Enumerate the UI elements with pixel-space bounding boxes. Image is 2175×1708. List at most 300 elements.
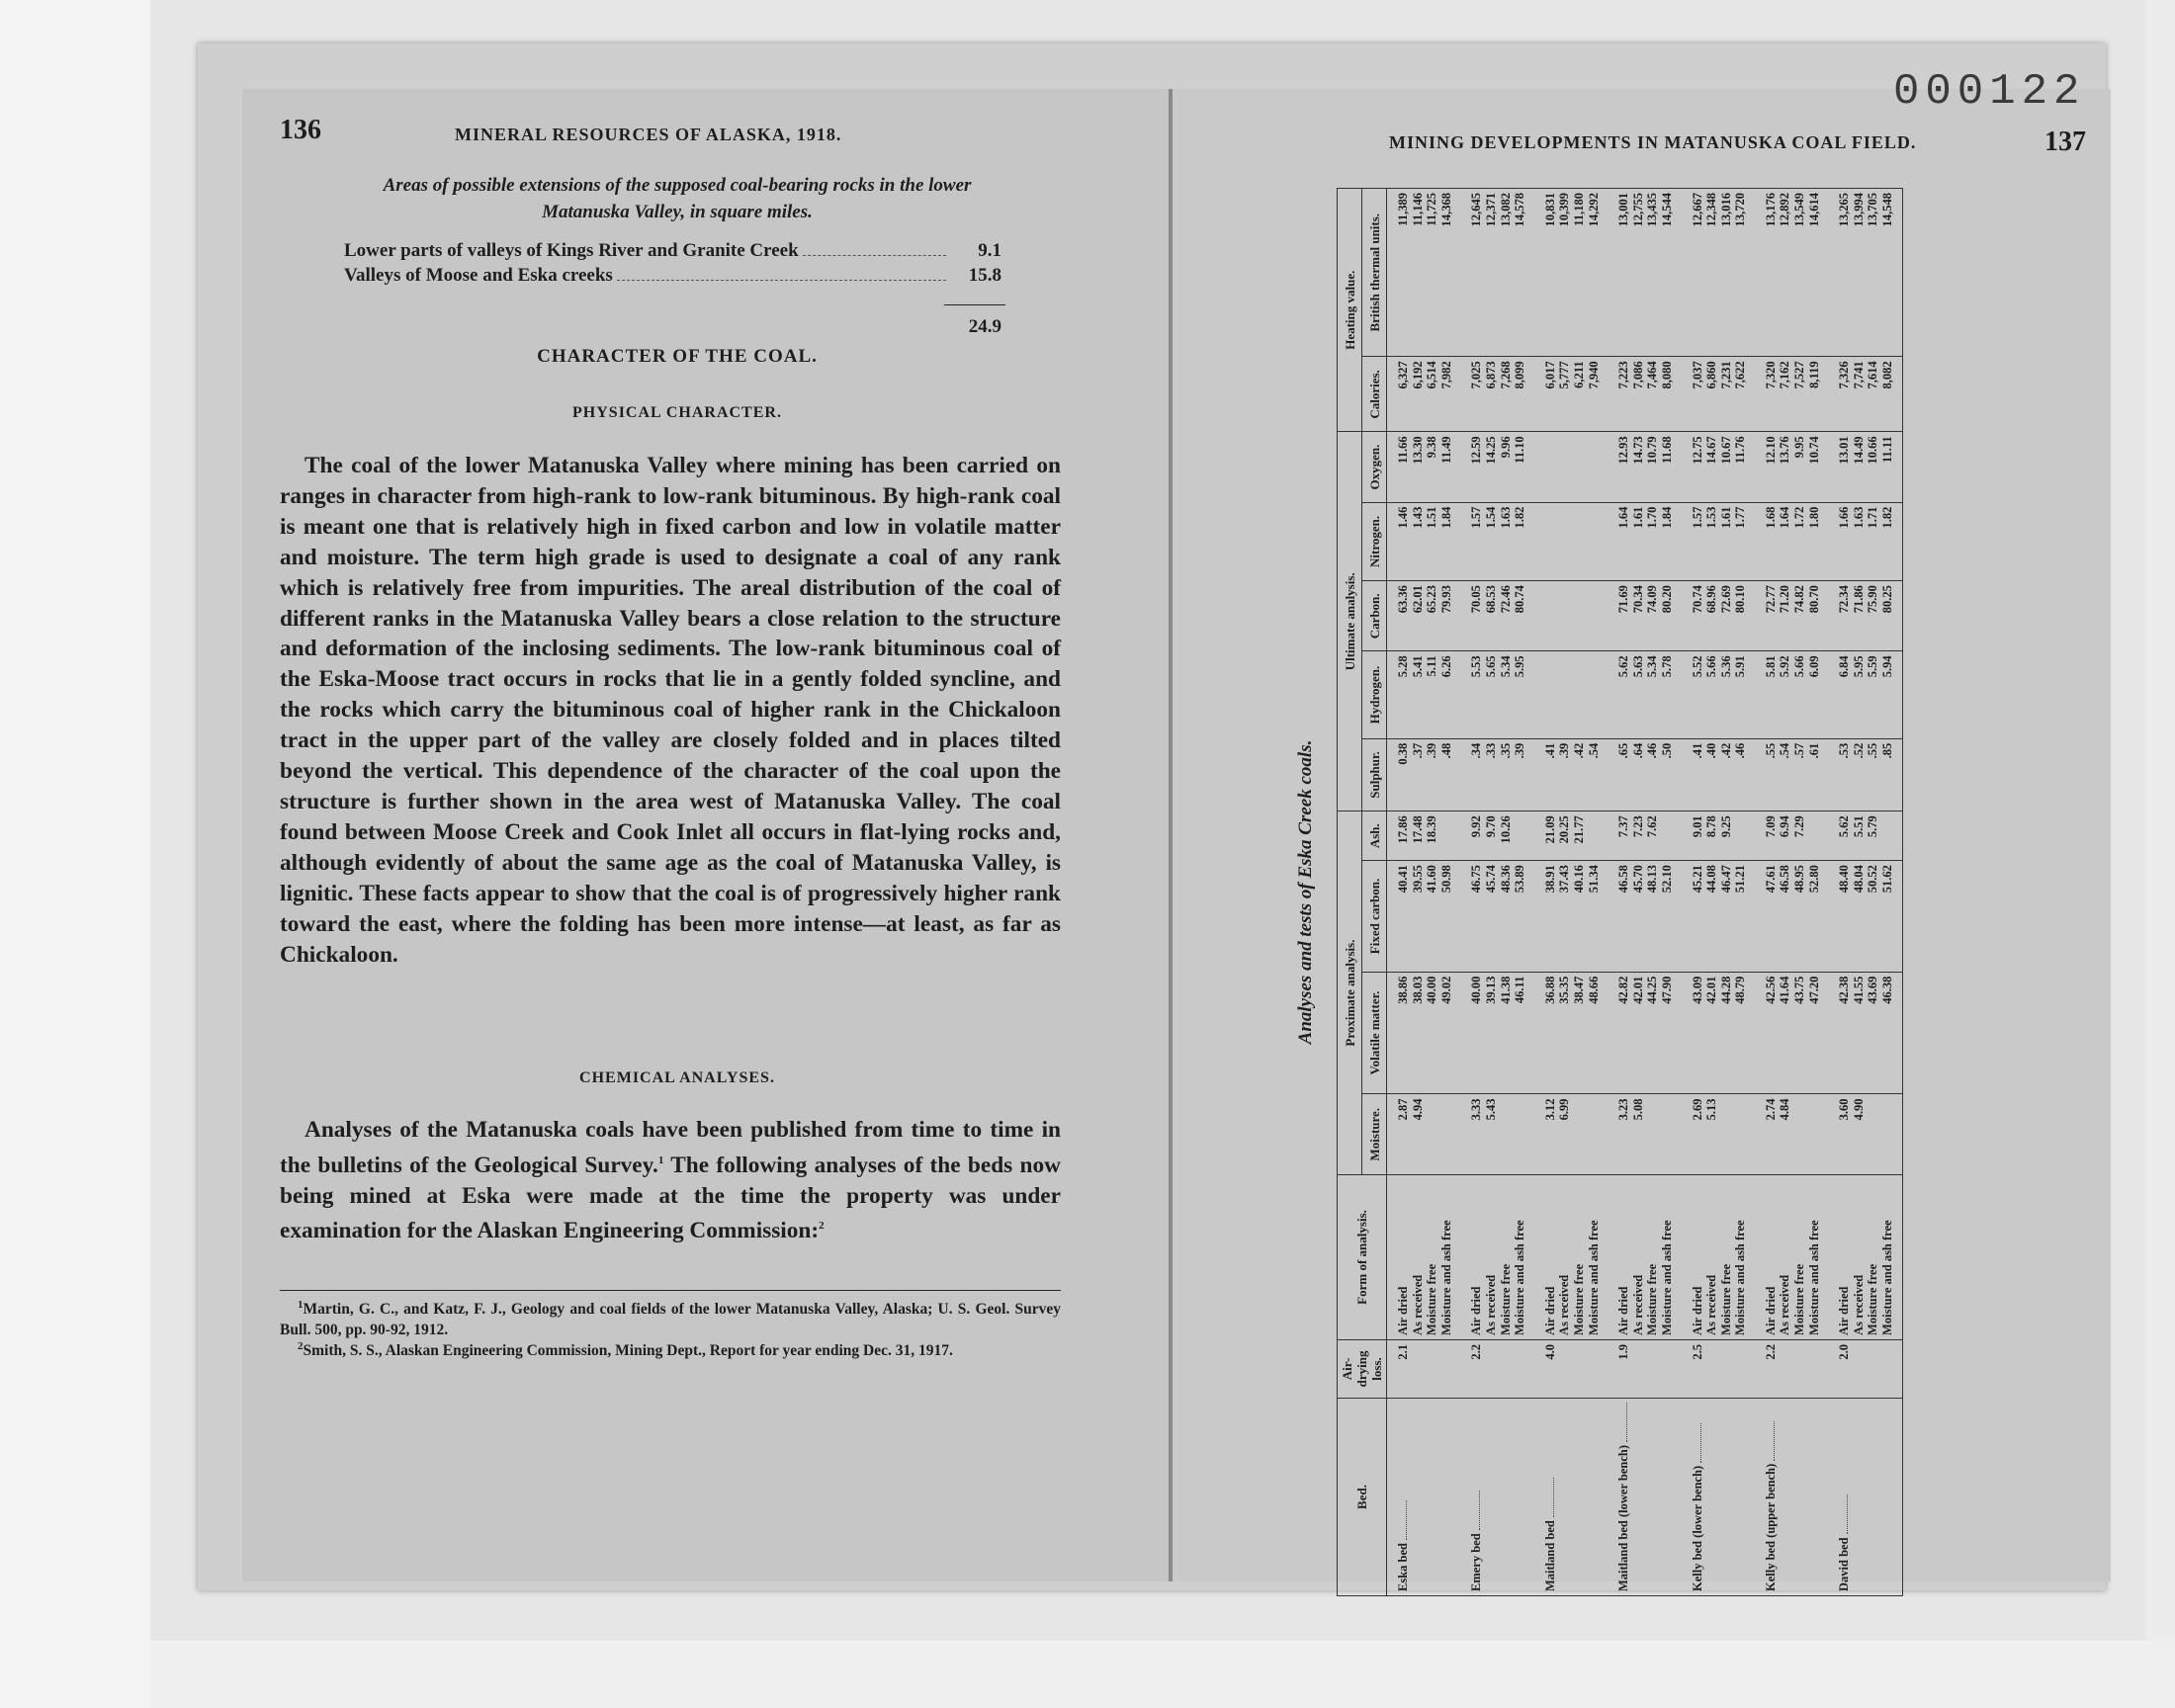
cell-oxygen: 11.66 (1387, 432, 1411, 502)
footnote-rule (280, 1290, 1061, 1291)
cell-bed (1778, 1398, 1792, 1595)
cell-calories: 8,119 (1807, 357, 1829, 432)
cell-carbon: 70.34 (1631, 581, 1646, 651)
cell-bed (1387, 1398, 1411, 1595)
cell-bed (1852, 1398, 1867, 1595)
cell-moisture: 5.08 (1631, 1094, 1646, 1175)
cell-ash (1807, 811, 1829, 861)
table-row (1513, 189, 1534, 1596)
cell-ash: 18.39 (1425, 811, 1439, 861)
cell-carbon: 71.69 (1608, 581, 1631, 651)
cell-bed (1660, 1398, 1682, 1595)
cell-hydrogen: 6.09 (1807, 651, 1829, 738)
cell-air-drying-loss: 2.2 (1460, 1339, 1484, 1398)
cell-sulphur: 0.38 (1387, 738, 1411, 811)
paragraph-chemical-part-2: The following analyses of the beds now being mined at Eska were made at the time the property was under examination for the Alaskan Engineering Commission: (280, 1152, 1061, 1244)
cell-moisture (1733, 1094, 1755, 1175)
header-ultimate-analysis: Ultimate analysis. (1338, 432, 1362, 811)
cell-moisture: 5.43 (1484, 1094, 1499, 1175)
cell-ash: 9.01 (1682, 811, 1705, 861)
cell-nitrogen (1572, 502, 1587, 581)
paragraph-physical-character: The coal of the lower Matanuska Valley where mining has been carried on ranges in character from high-rank to low-rank bituminous. By high-rank coal is meant one that is relatively high in fixed carbon and low in volatile matter and moisture. The term high grade is used to designate a coal of any rank which is relatively free from impurities. The areal distribution of the coal of different ranks in the Matanuska Valley bears a close relation to the structure and deformation of the inclosing sediments. The low-rank bituminous coal of the Eska-Moose tract occurs in rocks that lie in a gently folded syncline, and the rocks which carry the bituminous coal of higher rank in the Chickaloon tract in the upper part of the valley are closely folded and in places tilted beyond the vertical. This dependence of the character of the coal upon the structure is further shown in the area west of Matanuska Valley. The coal found between Moose Creek and Cook Inlet all occurs in flat-lying rocks and, although evidently of about the same age as the coal of Matanuska Valley, is lignitic. These facts appear to show that the coal is of progressively higher rank toward the east, where the folding has been more intense—at least, as far as Chickaloon. (280, 453, 1061, 968)
cell-air-drying-loss (1631, 1339, 1646, 1398)
cell-nitrogen: 1.54 (1484, 502, 1499, 581)
cell-sulphur: .50 (1660, 738, 1682, 811)
cell-hydrogen: 5.53 (1460, 651, 1484, 738)
cell-sulphur: .64 (1631, 738, 1646, 811)
cell-sulphur: .39 (1425, 738, 1439, 811)
cell-moisture (1572, 1094, 1587, 1175)
cell-calories: 6,017 (1534, 357, 1558, 432)
cell-fixed: 51.62 (1880, 861, 1902, 972)
leader-dots (1406, 1500, 1407, 1540)
cell-btu: 14,578 (1513, 189, 1534, 357)
heading-character-of-coal: CHARACTER OF THE COAL. (537, 346, 818, 367)
cell-fixed: 50.98 (1439, 861, 1461, 972)
cell-fixed: 38.91 (1534, 861, 1558, 972)
cell-sulphur: .61 (1807, 738, 1829, 811)
scan-margin-bottom (150, 1641, 2175, 1708)
cell-sulphur: .54 (1778, 738, 1792, 811)
table-row (1828, 189, 1852, 1596)
cell-air-drying-loss (1411, 1339, 1426, 1398)
cell-btu: 13,994 (1852, 189, 1867, 357)
cell-nitrogen: 1.61 (1719, 502, 1734, 581)
cell-nitrogen: 1.66 (1828, 502, 1852, 581)
cell-moisture: 6.99 (1557, 1094, 1572, 1175)
cell-sulphur: .55 (1866, 738, 1880, 811)
cell-moisture: 4.90 (1852, 1094, 1867, 1175)
cell-carbon: 70.74 (1682, 581, 1705, 651)
cell-calories: 6,327 (1387, 357, 1411, 432)
cell-calories: 7,622 (1733, 357, 1755, 432)
cell-sulphur: .46 (1733, 738, 1755, 811)
footnote-2 (280, 1336, 1061, 1361)
cell-form-of-analysis: Moisture and ash free (1587, 1174, 1609, 1339)
cell-btu: 14,548 (1880, 189, 1902, 357)
cell-fixed: 48.95 (1792, 861, 1807, 972)
table-row (1460, 189, 1484, 1596)
bed-name: Maitland bed (lower bench) (1616, 1444, 1631, 1591)
cell-carbon: 72.34 (1828, 581, 1852, 651)
cell-moisture (1719, 1094, 1734, 1175)
cell-bed (1704, 1398, 1719, 1595)
cell-calories: 8,082 (1880, 357, 1902, 432)
cell-oxygen: 14.73 (1631, 432, 1646, 502)
cell-sulphur: .35 (1499, 738, 1514, 811)
cell-ash: 7.09 (1755, 811, 1779, 861)
cell-carbon: 68.96 (1704, 581, 1719, 651)
cell-calories: 6,211 (1572, 357, 1587, 432)
cell-btu: 12,892 (1778, 189, 1792, 357)
bed-name: Maitland bed (1542, 1520, 1557, 1591)
cell-btu: 12,645 (1460, 189, 1484, 357)
cell-ash: 7.23 (1631, 811, 1646, 861)
leader-dots (617, 265, 946, 281)
cell-nitrogen: 1.82 (1880, 502, 1902, 581)
bed-name: David bed (1837, 1537, 1852, 1591)
cell-sulphur: .52 (1852, 738, 1867, 811)
cell-volatile: 43.75 (1792, 972, 1807, 1094)
cell-air-drying-loss: 2.1 (1387, 1339, 1411, 1398)
cell-form-of-analysis: Moisture and ash free (1807, 1174, 1829, 1339)
cell-fixed: 48.40 (1828, 861, 1852, 972)
cell-moisture: 4.94 (1411, 1094, 1426, 1175)
table-row (1807, 189, 1829, 1596)
cell-form-of-analysis: Moisture and ash free (1513, 1174, 1534, 1339)
cell-oxygen: 10.79 (1645, 432, 1660, 502)
cell-fixed: 41.60 (1425, 861, 1439, 972)
cell-volatile: 41.64 (1778, 972, 1792, 1094)
cell-bed (1807, 1398, 1829, 1595)
cell-air-drying-loss: 2.0 (1828, 1339, 1852, 1398)
cell-moisture (1513, 1094, 1534, 1175)
cell-volatile: 38.03 (1411, 972, 1426, 1094)
cell-carbon: 79.93 (1439, 581, 1461, 651)
cell-bed (1513, 1398, 1534, 1595)
cell-carbon: 80.25 (1880, 581, 1902, 651)
cell-air-drying-loss (1704, 1339, 1719, 1398)
cell-moisture: 3.12 (1534, 1094, 1558, 1175)
table-caption: Analyses and tests of Eska Creek coals. (1295, 739, 1316, 1045)
cell-bed (1484, 1398, 1499, 1595)
cell-form-of-analysis: Moisture free (1499, 1174, 1514, 1339)
header-heating-value: Heating value. (1338, 189, 1362, 432)
cell-volatile: 40.00 (1425, 972, 1439, 1094)
cell-btu: 13,705 (1866, 189, 1880, 357)
cell-form-of-analysis: Air dried (1682, 1174, 1705, 1339)
cell-nitrogen: 1.64 (1778, 502, 1792, 581)
leader-dots (1553, 1478, 1554, 1517)
cell-ash (1733, 811, 1755, 861)
cell-ash: 9.70 (1484, 811, 1499, 861)
areas-row (344, 240, 1001, 262)
cell-ash (1513, 811, 1534, 861)
cell-oxygen: 10.66 (1866, 432, 1880, 502)
cell-btu: 13,720 (1733, 189, 1755, 357)
cell-volatile: 47.20 (1807, 972, 1829, 1094)
cell-fixed: 48.04 (1852, 861, 1867, 972)
cell-carbon: 68.53 (1484, 581, 1499, 651)
cell-calories: 7,320 (1755, 357, 1779, 432)
cell-form-of-analysis: As received (1631, 1174, 1646, 1339)
cell-air-drying-loss (1645, 1339, 1660, 1398)
cell-btu: 14,368 (1439, 189, 1461, 357)
cell-bed (1866, 1398, 1880, 1595)
cell-volatile: 35.35 (1557, 972, 1572, 1094)
bed-name: Kelly bed (lower bench) (1690, 1465, 1704, 1591)
cell-volatile: 44.25 (1645, 972, 1660, 1094)
cell-carbon: 72.46 (1499, 581, 1514, 651)
cell-oxygen: 9.95 (1792, 432, 1807, 502)
cell-hydrogen: 5.91 (1733, 651, 1755, 738)
cell-bed (1733, 1398, 1755, 1595)
cell-oxygen: 11.10 (1513, 432, 1534, 502)
cell-oxygen: 11.49 (1439, 432, 1461, 502)
cell-carbon: 80.70 (1807, 581, 1829, 651)
cell-carbon: 74.09 (1645, 581, 1660, 651)
cell-fixed: 46.75 (1460, 861, 1484, 972)
cell-carbon: 65.23 (1425, 581, 1439, 651)
cell-volatile: 42.38 (1828, 972, 1852, 1094)
table-row (1425, 189, 1439, 1596)
table-row (1778, 189, 1792, 1596)
cell-form-of-analysis: Air dried (1828, 1174, 1852, 1339)
cell-carbon: 80.74 (1513, 581, 1534, 651)
cell-nitrogen: 1.63 (1499, 502, 1514, 581)
cell-hydrogen: 5.41 (1411, 651, 1426, 738)
page-number-right: 137 (2044, 127, 2086, 157)
cell-nitrogen: 1.64 (1608, 502, 1631, 581)
cell-calories: 7,223 (1608, 357, 1631, 432)
cell-fixed: 47.61 (1755, 861, 1779, 972)
footnote-reference-1: 1 (657, 1153, 664, 1166)
areas-total: 24.9 (968, 316, 1001, 337)
cell-hydrogen: 5.66 (1704, 651, 1719, 738)
cell-ash (1439, 811, 1461, 861)
cell-btu: 13,549 (1792, 189, 1807, 357)
cell-air-drying-loss: 4.0 (1534, 1339, 1558, 1398)
cell-ash: 20.25 (1557, 811, 1572, 861)
cell-btu: 13,016 (1719, 189, 1734, 357)
cell-nitrogen: 1.80 (1807, 502, 1829, 581)
cell-calories: 7,162 (1778, 357, 1792, 432)
cell-sulphur: .53 (1828, 738, 1852, 811)
cell-calories: 7,614 (1866, 357, 1880, 432)
leader-dots (1774, 1421, 1775, 1461)
cell-form-of-analysis: Moisture free (1719, 1174, 1734, 1339)
cell-fixed: 51.34 (1587, 861, 1609, 972)
cell-ash: 17.48 (1411, 811, 1426, 861)
cell-form-of-analysis: Moisture free (1425, 1174, 1439, 1339)
cell-calories: 7,037 (1682, 357, 1705, 432)
cell-volatile: 42.01 (1631, 972, 1646, 1094)
header-volatile-matter: Volatile matter. (1362, 972, 1387, 1094)
cell-form-of-analysis: Moisture free (1866, 1174, 1880, 1339)
bed-name: Eska bed (1396, 1543, 1410, 1591)
cell-fixed: 46.47 (1719, 861, 1734, 972)
cell-hydrogen: 5.65 (1484, 651, 1499, 738)
cell-fixed: 40.41 (1387, 861, 1411, 972)
running-head-left: MINERAL RESOURCES OF ALASKA, 1918. (455, 125, 842, 144)
cell-ash: 5.79 (1866, 811, 1880, 861)
table-row (1587, 189, 1609, 1596)
cell-nitrogen: 1.70 (1645, 502, 1660, 581)
cell-hydrogen: 5.81 (1755, 651, 1779, 738)
cell-nitrogen: 1.84 (1439, 502, 1461, 581)
leader-dots (1626, 1403, 1627, 1442)
table-row (1499, 189, 1514, 1596)
cell-moisture (1880, 1094, 1902, 1175)
footnote-reference-2: 2 (819, 1220, 825, 1233)
page-number-left: 136 (280, 115, 321, 145)
cell-hydrogen: 5.63 (1631, 651, 1646, 738)
running-head-right: MINING DEVELOPMENTS IN MATANUSKA COAL FIELD. (1389, 132, 1917, 152)
cell-oxygen: 14.67 (1704, 432, 1719, 502)
cell-fixed: 48.13 (1645, 861, 1660, 972)
footnote-1-text: Martin, G. C., and Katz, F. J., Geology and coal fields of the lower Matanuska Valley, Alaska; U. S. Geol. Survey Bull. 500, pp. 90-92, 1912. (280, 1301, 1061, 1339)
cell-carbon: 74.82 (1792, 581, 1807, 651)
cell-btu: 11,389 (1387, 189, 1411, 357)
cell-nitrogen: 1.57 (1682, 502, 1705, 581)
cell-ash: 9.92 (1460, 811, 1484, 861)
table-row (1557, 189, 1572, 1596)
coal-analyses-table (1337, 188, 1903, 1596)
cell-calories: 7,940 (1587, 357, 1609, 432)
cell-bed (1439, 1398, 1461, 1595)
cell-hydrogen: 6.84 (1828, 651, 1852, 738)
cell-ash: 5.51 (1852, 811, 1867, 861)
cell-btu: 12,348 (1704, 189, 1719, 357)
paragraph-chemical-analyses (280, 1115, 1061, 1246)
cell-sulphur: .39 (1557, 738, 1572, 811)
cell-moisture: 2.87 (1387, 1094, 1411, 1175)
cell-hydrogen: 5.95 (1513, 651, 1534, 738)
cell-fixed: 44.08 (1704, 861, 1719, 972)
cell-fixed: 51.21 (1733, 861, 1755, 972)
cell-moisture (1425, 1094, 1439, 1175)
cell-sulphur: .41 (1682, 738, 1705, 811)
cell-volatile: 42.56 (1755, 972, 1779, 1094)
cell-calories: 7,527 (1792, 357, 1807, 432)
cell-form-of-analysis: Moisture free (1645, 1174, 1660, 1339)
cell-bed (1608, 1398, 1631, 1595)
cell-air-drying-loss (1778, 1339, 1792, 1398)
cell-sulphur: .65 (1608, 738, 1631, 811)
cell-hydrogen (1557, 651, 1572, 738)
cell-carbon: 62.01 (1411, 581, 1426, 651)
scan-margin-right (2145, 0, 2175, 1708)
cell-hydrogen (1587, 651, 1609, 738)
cell-nitrogen: 1.43 (1411, 502, 1426, 581)
cell-nitrogen (1557, 502, 1572, 581)
table-body (1387, 189, 1903, 1596)
areas-total-rule (944, 304, 1005, 305)
cell-btu: 14,614 (1807, 189, 1829, 357)
cell-air-drying-loss (1852, 1339, 1867, 1398)
cell-ash: 21.09 (1534, 811, 1558, 861)
cell-oxygen: 11.68 (1660, 432, 1682, 502)
cell-fixed: 39.55 (1411, 861, 1426, 972)
cell-volatile: 42.01 (1704, 972, 1719, 1094)
table-row (1572, 189, 1587, 1596)
cell-calories: 7,982 (1439, 357, 1461, 432)
cell-volatile: 38.47 (1572, 972, 1587, 1094)
cell-carbon: 70.05 (1460, 581, 1484, 651)
cell-volatile: 46.38 (1880, 972, 1902, 1094)
bed-name: Kelly bed (upper bench) (1763, 1463, 1778, 1591)
cell-moisture (1866, 1094, 1880, 1175)
cell-nitrogen (1587, 502, 1609, 581)
cell-volatile: 43.09 (1682, 972, 1705, 1094)
cell-form-of-analysis: Moisture and ash free (1439, 1174, 1461, 1339)
cell-moisture: 4.84 (1778, 1094, 1792, 1175)
cell-volatile: 46.11 (1513, 972, 1534, 1094)
cell-moisture: 2.69 (1682, 1094, 1705, 1175)
cell-fixed: 53.89 (1513, 861, 1534, 972)
cell-calories: 6,860 (1704, 357, 1719, 432)
table-row (1631, 189, 1646, 1596)
heading-chemical-analyses: CHEMICAL ANALYSES. (579, 1069, 775, 1086)
cell-btu: 12,371 (1484, 189, 1499, 357)
cell-bed (1411, 1398, 1426, 1595)
cell-form-of-analysis: As received (1484, 1174, 1499, 1339)
cell-hydrogen (1534, 651, 1558, 738)
cell-form-of-analysis: As received (1704, 1174, 1719, 1339)
cell-sulphur: .55 (1755, 738, 1779, 811)
leader-dots (1847, 1494, 1848, 1534)
cell-hydrogen: 5.62 (1608, 651, 1631, 738)
cell-form-of-analysis: As received (1852, 1174, 1867, 1339)
cell-oxygen: 12.93 (1608, 432, 1631, 502)
cell-fixed: 46.58 (1608, 861, 1631, 972)
cell-carbon (1534, 581, 1558, 651)
header-proximate-analysis: Proximate analysis. (1338, 811, 1362, 1175)
cell-carbon: 71.20 (1778, 581, 1792, 651)
cell-nitrogen: 1.84 (1660, 502, 1682, 581)
cell-moisture: 2.74 (1755, 1094, 1779, 1175)
cell-air-drying-loss (1425, 1339, 1439, 1398)
table-row (1792, 189, 1807, 1596)
cell-btu: 12,755 (1631, 189, 1646, 357)
cell-form-of-analysis: As received (1557, 1174, 1572, 1339)
areas-row-label: Valleys of Moose and Eska creeks (344, 265, 613, 286)
cell-oxygen: 14.25 (1484, 432, 1499, 502)
cell-sulphur: .40 (1704, 738, 1719, 811)
table-row (1608, 189, 1631, 1596)
cell-carbon: 71.86 (1852, 581, 1867, 651)
cell-oxygen: 12.59 (1460, 432, 1484, 502)
cell-oxygen: 13.01 (1828, 432, 1852, 502)
cell-fixed: 45.21 (1682, 861, 1705, 972)
cell-carbon: 80.20 (1660, 581, 1682, 651)
cell-calories: 7,326 (1828, 357, 1852, 432)
header-hydrogen: Hydrogen. (1362, 651, 1387, 738)
cell-form-of-analysis: As received (1778, 1174, 1792, 1339)
cell-bed (1755, 1398, 1779, 1595)
archive-stamp-number: 000122 (1893, 67, 2086, 117)
cell-nitrogen: 1.53 (1704, 502, 1719, 581)
cell-bed (1792, 1398, 1807, 1595)
cell-carbon (1587, 581, 1609, 651)
cell-form-of-analysis: Moisture free (1572, 1174, 1587, 1339)
cell-form-of-analysis: Moisture and ash free (1733, 1174, 1755, 1339)
cell-oxygen: 10.74 (1807, 432, 1829, 502)
page-gutter (1169, 89, 1173, 1581)
cell-ash: 17.86 (1387, 811, 1411, 861)
cell-volatile: 38.86 (1387, 972, 1411, 1094)
cell-calories: 7,464 (1645, 357, 1660, 432)
cell-volatile: 44.28 (1719, 972, 1734, 1094)
cell-hydrogen: 5.66 (1792, 651, 1807, 738)
cell-bed (1828, 1398, 1852, 1595)
cell-oxygen: 11.76 (1733, 432, 1755, 502)
cell-form-of-analysis: Air dried (1534, 1174, 1558, 1339)
leader-dots (1700, 1423, 1701, 1463)
cell-btu: 10,831 (1534, 189, 1558, 357)
header-calories: Calories. (1362, 357, 1387, 432)
footnote-number: 2 (298, 1340, 304, 1352)
cell-bed (1645, 1398, 1660, 1595)
cell-volatile: 41.55 (1852, 972, 1867, 1094)
cell-ash: 6.94 (1778, 811, 1792, 861)
cell-btu: 13,082 (1499, 189, 1514, 357)
cell-hydrogen: 5.34 (1499, 651, 1514, 738)
cell-oxygen (1572, 432, 1587, 502)
rotated-table-container (1295, 188, 1992, 1596)
cell-ash: 7.29 (1792, 811, 1807, 861)
areas-table-caption (282, 172, 1073, 225)
